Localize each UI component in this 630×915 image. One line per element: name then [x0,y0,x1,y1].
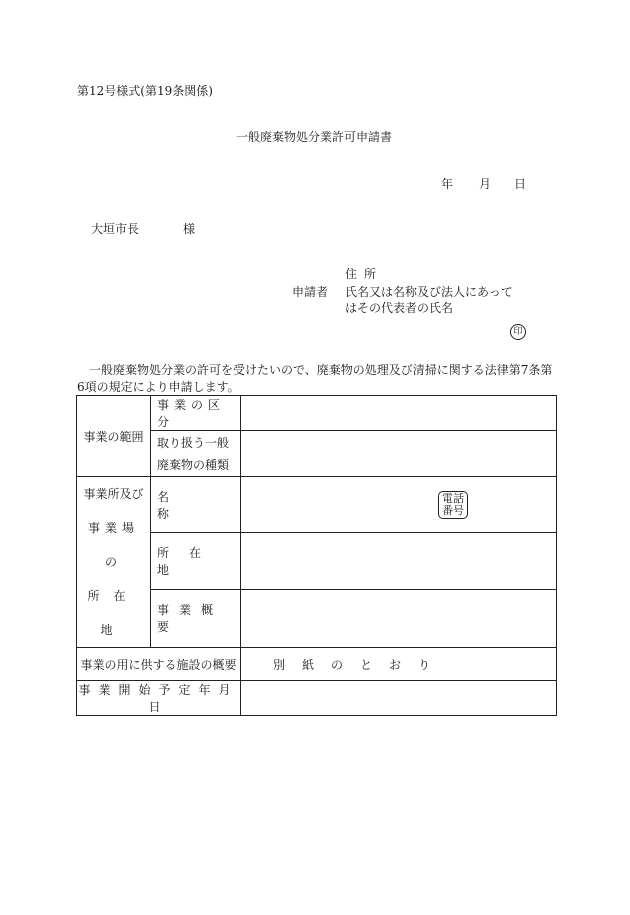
business-category-header [151,396,241,431]
name-label: 名称 [157,489,214,521]
start-date-header [77,681,241,716]
applicant-name-label-line1: 氏名又は名称及び法人にあって [345,285,513,299]
seal-icon: 印 [510,324,526,340]
waste-type-label-line2: 廃棄物の種類 [157,457,230,472]
date-month-label: 月 [479,177,492,191]
applicant-name-label-line2: はその代表者の氏名 [345,301,454,315]
application-statement: 一般廃棄物処分業の許可を受けたいので、廃棄物の処理及び清掃に関する法律第7条第6項の規定により申請します。 [77,363,553,394]
business-category-value[interactable] [241,396,557,431]
facility-overview-label: 事業の用に供する施設の概要 [80,657,237,672]
application-table [76,395,557,716]
overview-header [151,589,241,647]
addressee: 大垣市長 [91,222,140,236]
date-year-label: 年 [441,177,454,191]
location-label-line3: 所在地 [87,589,140,637]
phone-label-line2: 番号 [442,503,464,517]
start-date-label: 事業開始予定年月日 [78,683,239,714]
facility-overview-value[interactable] [241,648,557,681]
name-header [151,477,241,533]
location-label-line1: 事業所及び [83,487,144,501]
document-title: 一般廃棄物処分業許可申請書 [236,130,393,144]
location-label-line2: 事業場の [87,521,139,569]
applicant-address-label: 住所 [345,267,384,281]
waste-type-header [151,431,241,477]
business-scope-label: 事業の範囲 [83,429,144,444]
location-header [77,477,151,648]
business-scope-header [77,396,151,477]
address-header [151,533,241,589]
overview-label: 事業概要 [157,603,224,635]
business-category-label: 事業の区分 [157,398,226,429]
waste-type-value[interactable] [241,431,557,477]
table-row [77,681,557,716]
phone-number-label [438,491,468,519]
phone-label-line1: 電話 [442,491,464,505]
table-row [77,396,557,431]
overview-value[interactable] [241,589,557,647]
name-value[interactable] [241,477,557,533]
table-row [77,648,557,681]
applicant-label: 申請者 [292,285,329,299]
table-row [77,477,557,533]
facility-overview-header [77,648,241,681]
waste-type-label-line1: 取り扱う一般 [157,435,230,450]
form-number: 第12号様式(第19条関係) [77,84,213,98]
address-value[interactable] [241,533,557,589]
honorific: 様 [183,222,196,236]
address-label: 所在地 [157,546,222,578]
start-date-value[interactable] [241,681,557,716]
facility-overview-text: 別紙のとおり [273,657,448,672]
date-day-label: 日 [514,177,527,191]
